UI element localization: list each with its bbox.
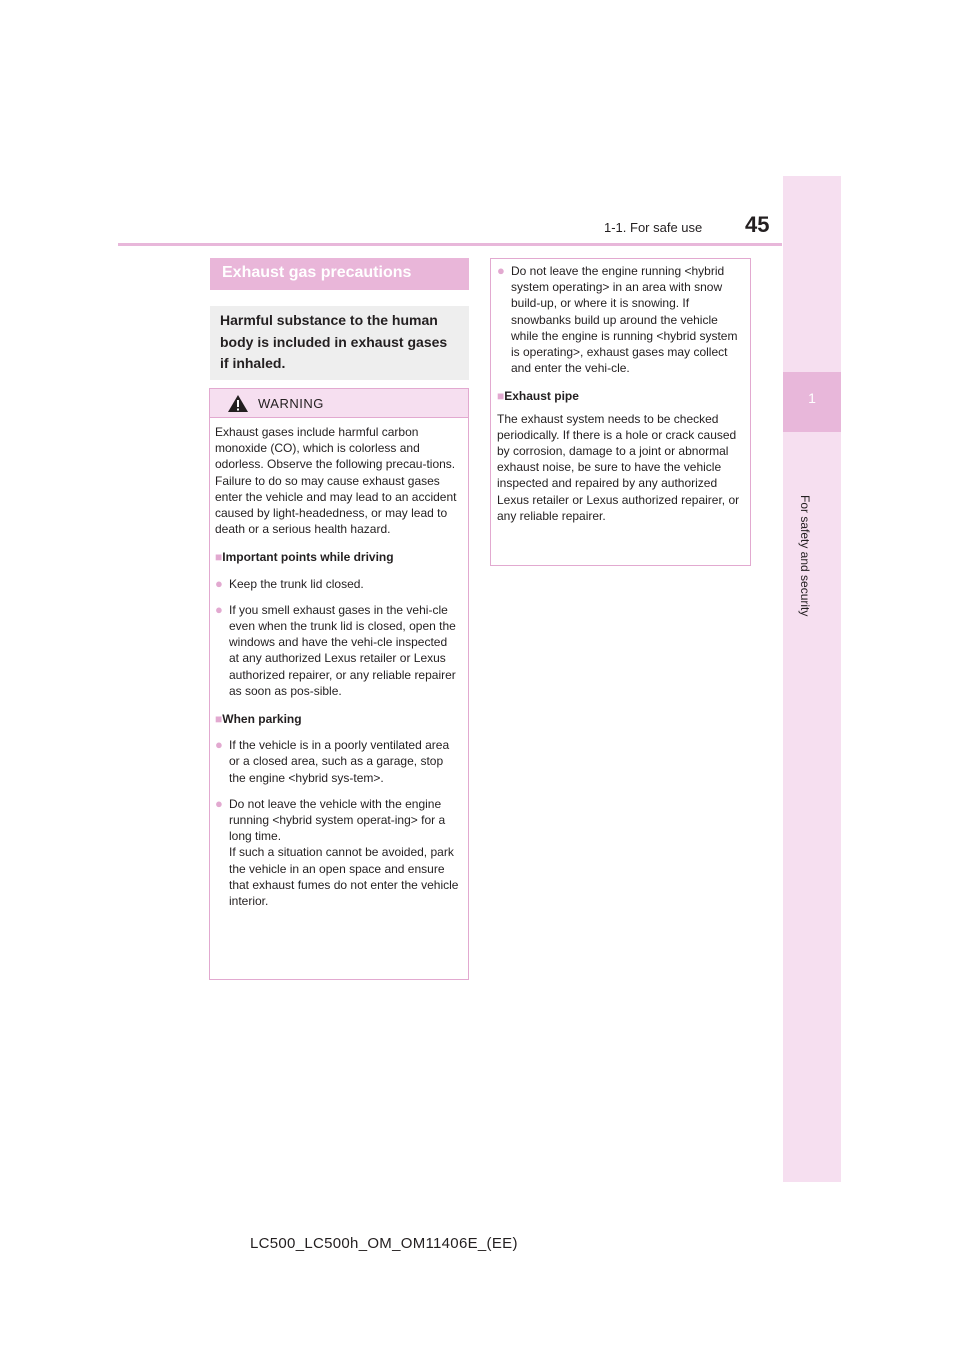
circle-bullet-icon: ● [497, 263, 505, 278]
exhaust-pipe-heading: ■Exhaust pipe [497, 389, 579, 404]
list-item: ● Keep the trunk lid closed. [215, 575, 364, 591]
footer-document-code: LC500_LC500h_OM_OM11406E_(EE) [250, 1235, 518, 1252]
warning-intro: Exhaust gases include harmful carbon monoxide (CO), which is colorless and odorless. Observe the following precau-tions. [215, 425, 456, 472]
side-tab-number: 1 [808, 390, 816, 406]
circle-bullet-icon: ● [215, 601, 223, 617]
list-item: ● If the vehicle is in a poorly ventilated area or a closed area, such as a garage, stop the engine <hybrid sys-tem>. [215, 737, 450, 785]
list-item: ● Do not leave the vehicle with the engine running <hybrid system operat-ing> for a long time. If such a situation cannot be avoided, park the vehicle in an open space and ensure that exhaust fumes do not enter the vehicle interior. [215, 795, 459, 909]
section-header: 1-1. For safe use [604, 220, 703, 235]
side-tab-label: For safety and security [798, 495, 812, 617]
list-item: ● If you smell exhaust gases in the vehi-cle even when the trunk lid is closed, open the windows and have the vehi-cle inspected at any authorized Lexus retailer or Lexus authorized repairer, or any reliable repairer as soon as pos-sible. [215, 601, 456, 698]
square-marker-icon: ■ [215, 712, 223, 727]
list-item: ● Do not leave the engine running <hybrid system operating> in an area with snow build-up, or where it is snowing. If snowbanks build up around the vehicle while the engine is running <hybrid system is operating>, exhaust gases may collect and enter the vehi-cle. [497, 263, 738, 376]
warning-body [210, 418, 468, 909]
lead-text: Harmful substance to the human body is included in exhaust gases if inhaled. [210, 306, 469, 380]
circle-bullet-icon: ● [215, 737, 223, 753]
circle-bullet-icon: ● [215, 795, 223, 811]
warning-label: WARNING [258, 396, 324, 411]
exhaust-pipe-text: The exhaust system needs to be checked periodically. If there is a hole or crack caused by corrosion, damage to a joint or abnormal exhaust noise, be sure to have the vehicle inspected and repaired by any authorized Lexus retailer or Lexus authorized repairer, or any reliable repairer. [497, 411, 740, 523]
warning-header [210, 389, 468, 418]
parking-heading: ■When parking [215, 712, 302, 727]
warning-box [209, 388, 469, 980]
warning-consequence: Failure to do so may cause exhaust gases enter the vehicle and may lead to an accident caused by light-headedness, or may lead to death or a serious health hazard. [215, 473, 457, 537]
snow-exhaust-box [490, 258, 751, 566]
square-marker-icon: ■ [215, 550, 223, 565]
section-title: Exhaust gas precautions [210, 258, 469, 290]
circle-bullet-icon: ● [215, 575, 223, 591]
side-tab-strip [783, 176, 841, 1182]
header-rule [118, 243, 782, 246]
warning-triangle-icon [228, 395, 248, 412]
page-number: 45 [745, 212, 770, 237]
driving-heading: ■Important points while driving [215, 550, 394, 565]
square-marker-icon: ■ [497, 389, 505, 404]
